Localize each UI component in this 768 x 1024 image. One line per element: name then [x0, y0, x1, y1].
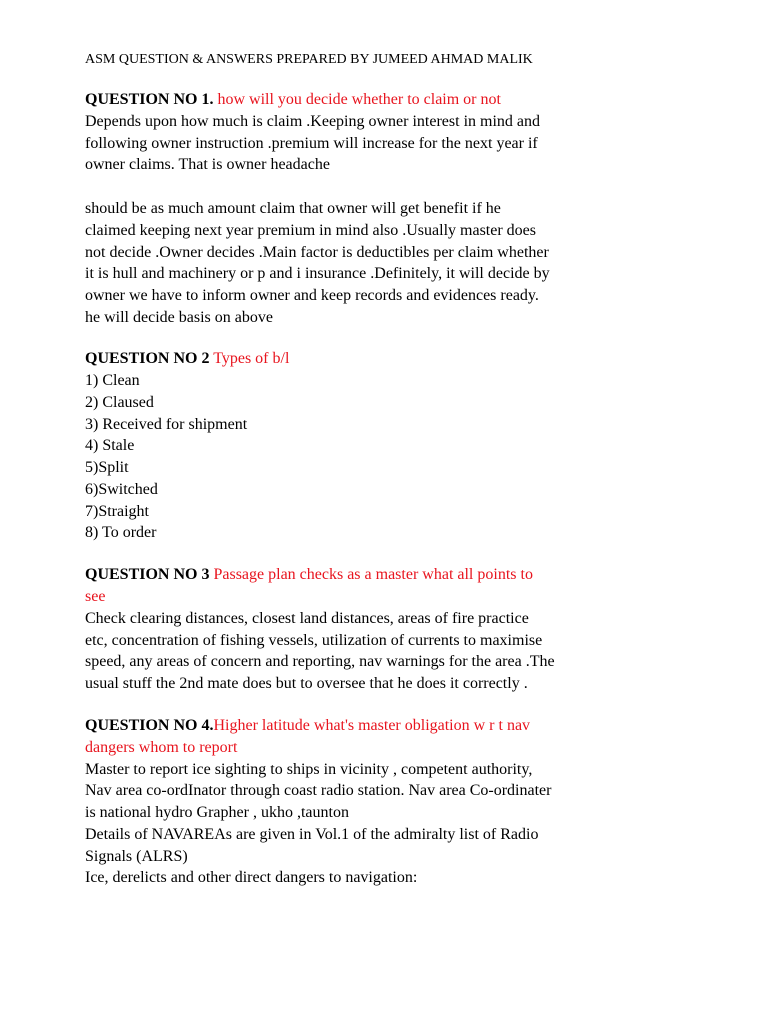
question-label: QUESTION NO 3	[85, 565, 210, 583]
list-item: 7)Straight	[85, 502, 149, 520]
answer-paragraph: Details of NAVAREAs are given in Vol.1 of the admiralty list of Radio Signals (ALRS)	[85, 825, 543, 865]
paragraph-gap	[85, 176, 555, 198]
list-item: 2) Claused	[85, 394, 154, 412]
question-heading	[85, 715, 555, 759]
question-label: QUESTION NO 4.	[85, 716, 214, 734]
question-label: QUESTION NO 2	[85, 350, 210, 368]
question-block-3	[85, 564, 559, 695]
answer-paragraph: Depends upon how much is claim .Keeping owner interest in mind and following owner instruction .premium will increase for the next year if owner claims. That is owner headache	[85, 113, 545, 174]
question-text: Higher latitude what's master obligation w r t nav dangers whom to report	[85, 716, 531, 756]
question-text: Passage plan checks as a master what all points to see	[85, 565, 533, 605]
list-item: 4) Stale	[85, 437, 135, 455]
list-item: 6)Switched	[85, 480, 158, 498]
question-heading	[85, 89, 555, 111]
answer-paragraph: Check clearing distances, closest land distances, areas of fire practice etc, concentration of fishing vessels, utilization of currents to maximise speed, any areas of concern and reporting, nav warnings for the area .The usual stuff the 2nd mate does but to oversee that he does it correctly .	[85, 609, 559, 693]
question-heading	[85, 348, 555, 370]
list-item: 3) Received for shipment	[85, 415, 248, 433]
question-block-4	[85, 715, 555, 889]
list-item: 1) Clean	[85, 372, 140, 390]
question-label: QUESTION NO 1.	[85, 91, 214, 108]
answer-paragraph: Master to report ice sighting to ships in vicinity , competent authority, Nav area co-ordInator through coast radio station. Nav area Co-ordinater is national hydro Grapher , ukho ,taunton	[85, 760, 556, 822]
question-text: Types of b/l	[213, 350, 290, 368]
question-block-1	[85, 89, 555, 328]
answer-paragraph: should be as much amount claim that owner will get benefit if he claimed keeping next year premium in mind also .Usually master does not decide .Owner decides .Main factor is deductibles per claim whether it is hull and machinery or p and i insurance .Definitely, it will decide by owner we have to inform owner and keep records and evidences ready. he will decide basis on above	[85, 200, 554, 326]
document-page	[85, 50, 559, 909]
bl-types-list	[85, 370, 555, 544]
question-block-2	[85, 348, 555, 544]
answer-paragraph: Ice, derelicts and other direct dangers to navigation:	[85, 869, 418, 887]
list-item: 5)Split	[85, 459, 129, 477]
list-item: 8) To order	[85, 524, 157, 542]
document-header: ASM QUESTION & ANSWERS PREPARED BY JUMEED AHMAD MALIK	[85, 52, 533, 67]
question-heading	[85, 564, 555, 608]
question-text: how will you decide whether to claim or not	[217, 91, 501, 108]
